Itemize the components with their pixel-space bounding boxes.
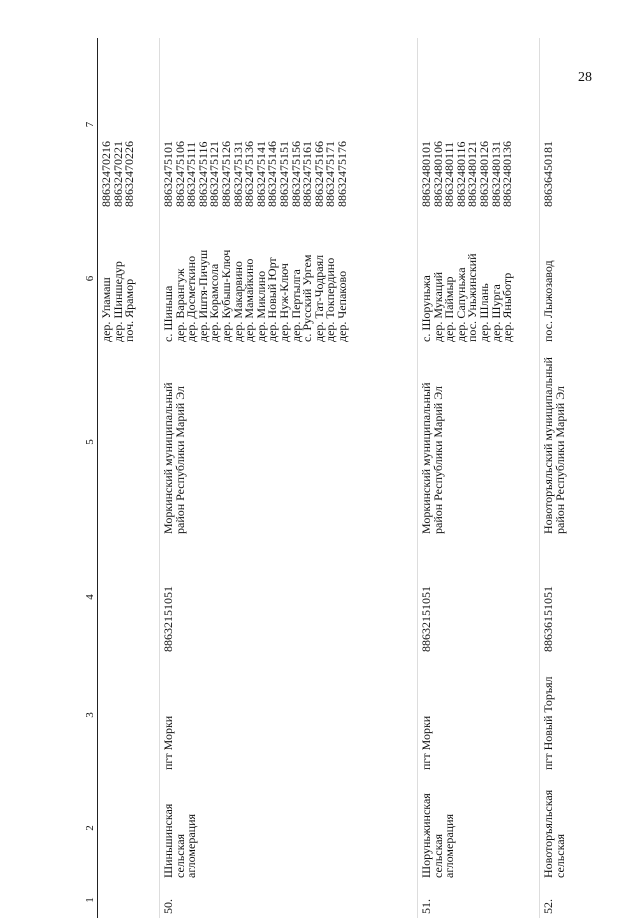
settlement-name: дер. Сапуньжа xyxy=(453,267,468,342)
settlement-code: 88632475176 xyxy=(334,141,349,207)
column-header: 5 xyxy=(85,346,98,538)
settlement-name: дер. Шлань xyxy=(476,283,491,342)
district-line: район Республики Марий Эл xyxy=(430,386,445,534)
settlement-code: 88632475101 xyxy=(161,141,175,207)
agglomeration-table xyxy=(85,38,610,918)
agglomeration-name xyxy=(98,774,160,882)
table-body xyxy=(98,38,610,918)
settlement-code: 88632475161 xyxy=(300,141,315,207)
agglomeration-name-line: агломерация xyxy=(184,813,199,878)
page-number: 28 xyxy=(578,70,592,85)
settlement-name: дер. Миклино xyxy=(253,270,268,342)
settlement-code: 88632475116 xyxy=(195,141,210,207)
district-line: Моркинский муниципальный xyxy=(161,382,175,534)
agglomeration-name-line: сельская xyxy=(430,833,445,878)
table-row xyxy=(418,38,540,918)
settlement-code: 88632475126 xyxy=(218,141,233,207)
settlement-code: 88632475151 xyxy=(276,141,291,207)
table-row xyxy=(540,38,610,918)
settlement-name: дер. Тат-Чодраял xyxy=(311,254,326,342)
agglomeration-name-line: сельская xyxy=(552,833,567,878)
district-line: Новоторъяльский муниципальный xyxy=(541,357,555,534)
agglomeration-name xyxy=(540,774,610,882)
table-row xyxy=(160,38,418,918)
rotated-table-container xyxy=(85,38,640,918)
settlement-name: дер. Яныботр xyxy=(500,272,515,342)
settlement-code: 88632480136 xyxy=(500,141,515,207)
district-line: Моркинский муниципальный xyxy=(419,382,433,534)
settlement-code: 88632480116 xyxy=(453,141,468,207)
settlement-name: дер. Корамсола xyxy=(207,263,222,342)
row-number xyxy=(98,882,160,918)
settlement-code: 88632475166 xyxy=(311,141,326,207)
settlement-name: дер. Пертылга xyxy=(288,269,303,342)
center-settlement: пгт Морки xyxy=(418,656,540,774)
settlement-name: дер. Новый Юрт xyxy=(265,257,280,342)
column-header: 3 xyxy=(85,656,98,774)
column-header: 4 xyxy=(85,538,98,656)
settlement-code: 88632480111 xyxy=(442,141,457,207)
center-settlement xyxy=(98,656,160,774)
settlement-name: дер. Досметкино xyxy=(184,255,199,342)
column-header: 7 xyxy=(85,38,98,211)
district-line: район Республики Марий Эл xyxy=(172,386,187,534)
settlement-name: дер. Шурга xyxy=(488,284,503,342)
settlement-name: дер. Чепаково xyxy=(334,270,349,342)
settlement-code: 88632475146 xyxy=(265,141,280,207)
settlement-code: 88632480121 xyxy=(465,141,480,207)
settlement-code: 88632470216 xyxy=(99,141,113,207)
settlement-name: дер. Варангуж xyxy=(172,268,187,342)
column-header: 2 xyxy=(85,774,98,882)
row-number: 50. xyxy=(160,882,418,918)
settlements-list xyxy=(160,211,418,346)
agglomeration-name-line: сельская xyxy=(172,833,187,878)
settlement-code: 88632470221 xyxy=(110,141,125,207)
district-line: район Республики Марий Эл xyxy=(552,386,567,534)
settlement-code: 88632480101 xyxy=(419,141,433,207)
settlement-name: поч. Ярамор xyxy=(122,278,137,342)
settlement-name: пос. Уньжинский xyxy=(465,253,480,342)
settlement-code: 88632470226 xyxy=(122,141,137,207)
settlement-name: дер. Упамаш xyxy=(99,277,113,342)
municipal-district xyxy=(160,346,418,538)
settlement-code: 88632475141 xyxy=(253,141,268,207)
settlement-code: 88632475156 xyxy=(288,141,303,207)
settlement-name: с. Шиньша xyxy=(161,285,175,342)
settlement-code: 88632475131 xyxy=(230,141,245,207)
settlements-list xyxy=(98,211,160,346)
settlement-codes xyxy=(418,38,540,211)
center-settlement: пгт Морки xyxy=(160,656,418,774)
settlement-name: пос. Лыжозавод xyxy=(541,260,555,342)
settlement-name: дер. Иштя-Пичуш xyxy=(195,249,210,342)
table-header-row xyxy=(85,38,98,918)
settlement-code: 88632480131 xyxy=(488,141,503,207)
table-row xyxy=(98,38,160,918)
settlement-name: дер. Мамайкино xyxy=(242,258,257,342)
row-number: 51. xyxy=(418,882,540,918)
settlement-code: 88632480126 xyxy=(476,141,491,207)
agglomeration-name-line: Новоторъяльская xyxy=(541,789,555,878)
row-number: 52. xyxy=(540,882,610,918)
settlement-code: 88632475106 xyxy=(172,141,187,207)
municipal-district xyxy=(540,346,610,538)
settlement-name: дер. Кубыш-Ключ xyxy=(218,249,233,342)
center-code: 88632151051 xyxy=(418,538,540,656)
settlement-name: дер. Нуж-Ключ xyxy=(276,263,291,342)
municipal-district xyxy=(98,346,160,538)
settlement-code: 88632475171 xyxy=(323,141,338,207)
settlement-name: дер. Токпердино xyxy=(323,257,338,342)
center-code xyxy=(98,538,160,656)
settlement-codes xyxy=(98,38,160,211)
settlement-name: дер. Паймыр xyxy=(442,276,457,342)
center-code: 88636151051 xyxy=(540,538,610,656)
settlements-list xyxy=(540,211,610,346)
municipal-district xyxy=(418,346,540,538)
settlement-name: с. Шоруньжа xyxy=(419,275,433,342)
agglomeration-name-line: агломерация xyxy=(442,813,457,878)
center-code: 88632151051 xyxy=(160,538,418,656)
agglomeration-name-line: Шиньшинская xyxy=(161,803,175,878)
settlements-list xyxy=(418,211,540,346)
agglomeration-name xyxy=(160,774,418,882)
settlement-code: 88632475121 xyxy=(207,141,222,207)
settlement-code: 88632475111 xyxy=(184,141,199,207)
settlement-code: 88632475136 xyxy=(242,141,257,207)
agglomeration-name-line: Шоруньжинская xyxy=(419,793,433,878)
settlement-code: 88632480106 xyxy=(430,141,445,207)
settlement-name: с. Русский Ургем xyxy=(300,254,315,342)
center-settlement: пгт Новый Торъял xyxy=(540,656,610,774)
column-header: 1 xyxy=(85,882,98,918)
settlement-code: 88636450181 xyxy=(541,141,555,207)
settlement-name: дер. Мукаций xyxy=(430,271,445,342)
settlement-name: дер. Макарвино xyxy=(230,261,245,342)
column-header: 6 xyxy=(85,211,98,346)
agglomeration-name xyxy=(418,774,540,882)
settlement-name: дер. Шиншедур xyxy=(110,261,125,342)
settlement-codes xyxy=(160,38,418,211)
settlement-codes xyxy=(540,38,610,211)
